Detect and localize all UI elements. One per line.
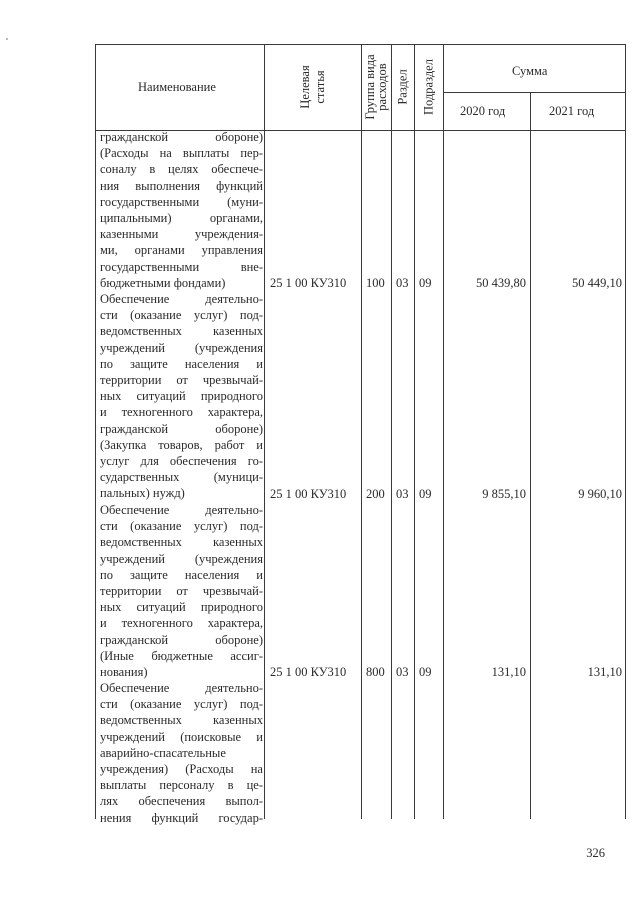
row-3-article: 25 1 00 КУ310 xyxy=(270,665,347,679)
row-2-sum-2021: 9 960,10 xyxy=(578,487,622,501)
row-1-name: гражданской обороне) (Расходы на выплаты пер- соналу в целях обеспече- ния выполнения функций государственными (муни- ципальными) органами, казенными учреждения- ми, органами управления государственными вне- бюджетными фондами) xyxy=(100,130,263,290)
row-2-sum-2020: 9 855,10 xyxy=(482,487,526,501)
row-2-group: 200 xyxy=(366,487,385,501)
row-4-name: Обеспечение деятельно- сти (оказание услуг) под- ведомственных казенных учреждений (поисковые и аварийно-спасательные учреждения) (Расходы на выплаты персоналу в це- лях обеспечения выпол- нения функций государ- xyxy=(100,681,263,825)
header-name: Наименование xyxy=(138,80,216,94)
header-year-2021: 2021 год xyxy=(549,104,595,118)
row-1-sum-2020: 50 439,80 xyxy=(476,276,526,290)
row-2-name: Обеспечение деятельно- сти (оказание услуг) под- ведомственных казенных учреждений (учреждения по защите населения и территории от чрезвычай- ных ситуаций природного и техногенного характера, гражданской обороне) (Закупка товаров, работ и услуг для обеспечения го- сударственных (муници- пальных) нужд) xyxy=(100,292,263,501)
header-expense-group: Группа вида расходов xyxy=(363,54,389,120)
row-1-section: 03 xyxy=(396,276,409,290)
row-3-sum-2021: 131,10 xyxy=(587,665,622,679)
header-sum: Сумма xyxy=(512,64,548,78)
row-1-sum-2021: 50 449,10 xyxy=(572,276,622,290)
header-year-2020: 2020 год xyxy=(460,104,506,118)
header-subsection: Подраздел xyxy=(421,59,436,115)
row-1-group: 100 xyxy=(366,276,385,290)
row-3-subsection: 09 xyxy=(419,665,432,679)
row-2-subsection: 09 xyxy=(419,487,432,501)
page-number: 326 xyxy=(586,846,605,860)
row-1-subsection: 09 xyxy=(419,276,432,290)
row-3-name: Обеспечение деятельно- сти (оказание услуг) под- ведомственных казенных учреждений (учреждения по защите населения и территории от чрезвычай- ных ситуаций природного и техногенного характера, гражданской обороне) (Иные бюджетные ассиг- нования) xyxy=(100,503,263,680)
header-target-article: Целевая статья xyxy=(298,65,327,109)
row-3-group: 800 xyxy=(366,665,385,679)
row-1-article: 25 1 00 КУ310 xyxy=(270,276,347,290)
row-2-article: 25 1 00 КУ310 xyxy=(270,487,347,501)
row-2-section: 03 xyxy=(396,487,409,501)
header-section: Раздел xyxy=(395,69,410,105)
row-3-sum-2020: 131,10 xyxy=(491,665,526,679)
row-3-section: 03 xyxy=(396,665,409,679)
